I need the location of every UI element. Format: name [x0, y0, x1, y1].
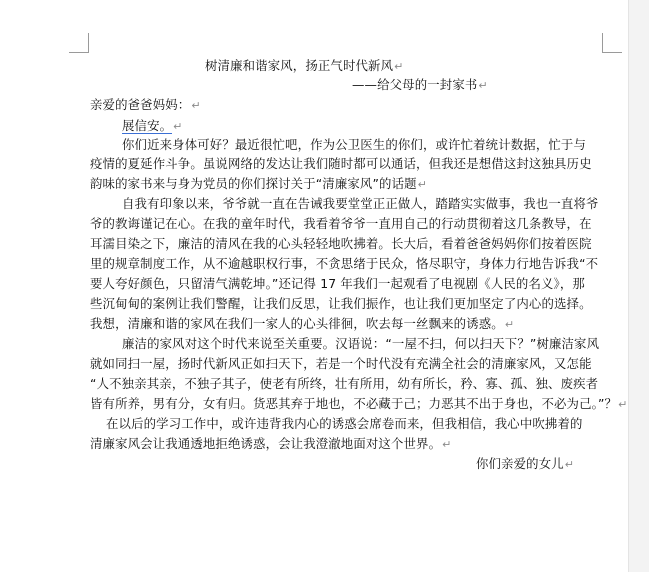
paragraph-mark-icon: ↵ [191, 99, 201, 112]
body-line: 耳濡目染之下，廉洁的清风在我的心头轻轻地吹拂着。长大后，看着爸爸妈妈你们按着医院 [90, 236, 592, 251]
body-line: 疫情的夏延作斗争。虽说网络的发达让我们随时都可以通话，但我还是想借这封这独具历史 [90, 156, 592, 171]
paragraph-mark-icon: ↵ [442, 438, 452, 451]
body-line: 清廉家风会让我通透地拒绝诱惑，会让我澄澈地面对这个世界。↵ [90, 436, 452, 451]
document-title: 树清廉和谐家风，扬正气时代新风↵ [205, 58, 404, 73]
body-line: 你们近来身体可好？最近很忙吧，作为公卫医生的你们，或许忙着统计数据，忙于与 [122, 137, 587, 152]
body-line: 韵味的家书来与身为党员的你们探讨关于“清廉家风”的话题↵ [90, 176, 428, 191]
body-line: 在以后的学习工作中，或许违背我内心的诱惑会席卷而来，但我相信，我心中吹拂着的 [106, 416, 583, 431]
paragraph-mark-icon: ↵ [564, 458, 575, 471]
salutation: 亲爱的爸爸妈妈：↵ [90, 97, 201, 112]
paragraph-mark-icon: ↵ [504, 318, 515, 331]
body-line: 廉洁的家风对这个时代来说至关重要。汉语说：“一屋不扫，何以扫天下？”树廉洁家风 [122, 336, 600, 351]
body-line: 些沉甸甸的案例让我们警醒，让我们反思，让我们振作，也让我们更加坚定了内心的选择。 [90, 296, 592, 311]
body-line: “人不独亲其亲，不独子其子，使老有所终，壮有所用，幼有所长，矜、寡、孤、独、废疾者 [90, 376, 599, 391]
paragraph-mark-icon: ↵ [394, 60, 404, 73]
body-line: 自我有印象以来，爷爷就一直在告诫我要堂堂正正做人，踏踏实实做事，我也一直将爷 [122, 196, 599, 211]
body-line: 里的规章制度工作，从不逾越职权行事，不贪思绪于民众，恪尽职守，身体力行地告诉我“不 [90, 256, 599, 271]
paragraph-mark-icon: ↵ [173, 120, 183, 133]
signature: 你们亲爱的女儿↵ [476, 456, 575, 471]
vertical-scrollbar[interactable] [628, 0, 649, 572]
body-line: 要人夸好颜色，只留清气满乾坤。”还记得 17 年我们一起观看了电视剧《人民的名义》，那 [90, 276, 585, 291]
body-line: 我想，清廉和谐的家风在我们一家人的心头徘徊，吹去每一丝飘来的诱惑。↵ [90, 316, 515, 331]
body-line: 皆有所养，男有分，女有归。货恶其弃于地也，不必藏于己；力恶其不出于身也，不必为己。”？↵ [90, 396, 628, 411]
body-line: 爷的教诲谨记在心。在我的童年时代，我看着爷爷一直用自己的行动贯彻着这几条教导，在 [90, 216, 592, 231]
greeting: 展信安。↵ [122, 118, 183, 133]
paragraph-mark-icon: ↵ [417, 178, 428, 191]
paragraph-mark-icon: ↵ [618, 398, 628, 411]
margin-corner-mark-top-left [69, 33, 89, 53]
margin-corner-mark-top-right [602, 33, 622, 53]
paragraph-mark-icon: ↵ [478, 79, 488, 92]
document-subtitle: ——给父母的一封家书↵ [352, 77, 488, 92]
body-line: 就如同扫一屋，扬时代新风正如扫天下，若是一个时代没有充满全社会的清廉家风，又怎能 [90, 356, 592, 371]
